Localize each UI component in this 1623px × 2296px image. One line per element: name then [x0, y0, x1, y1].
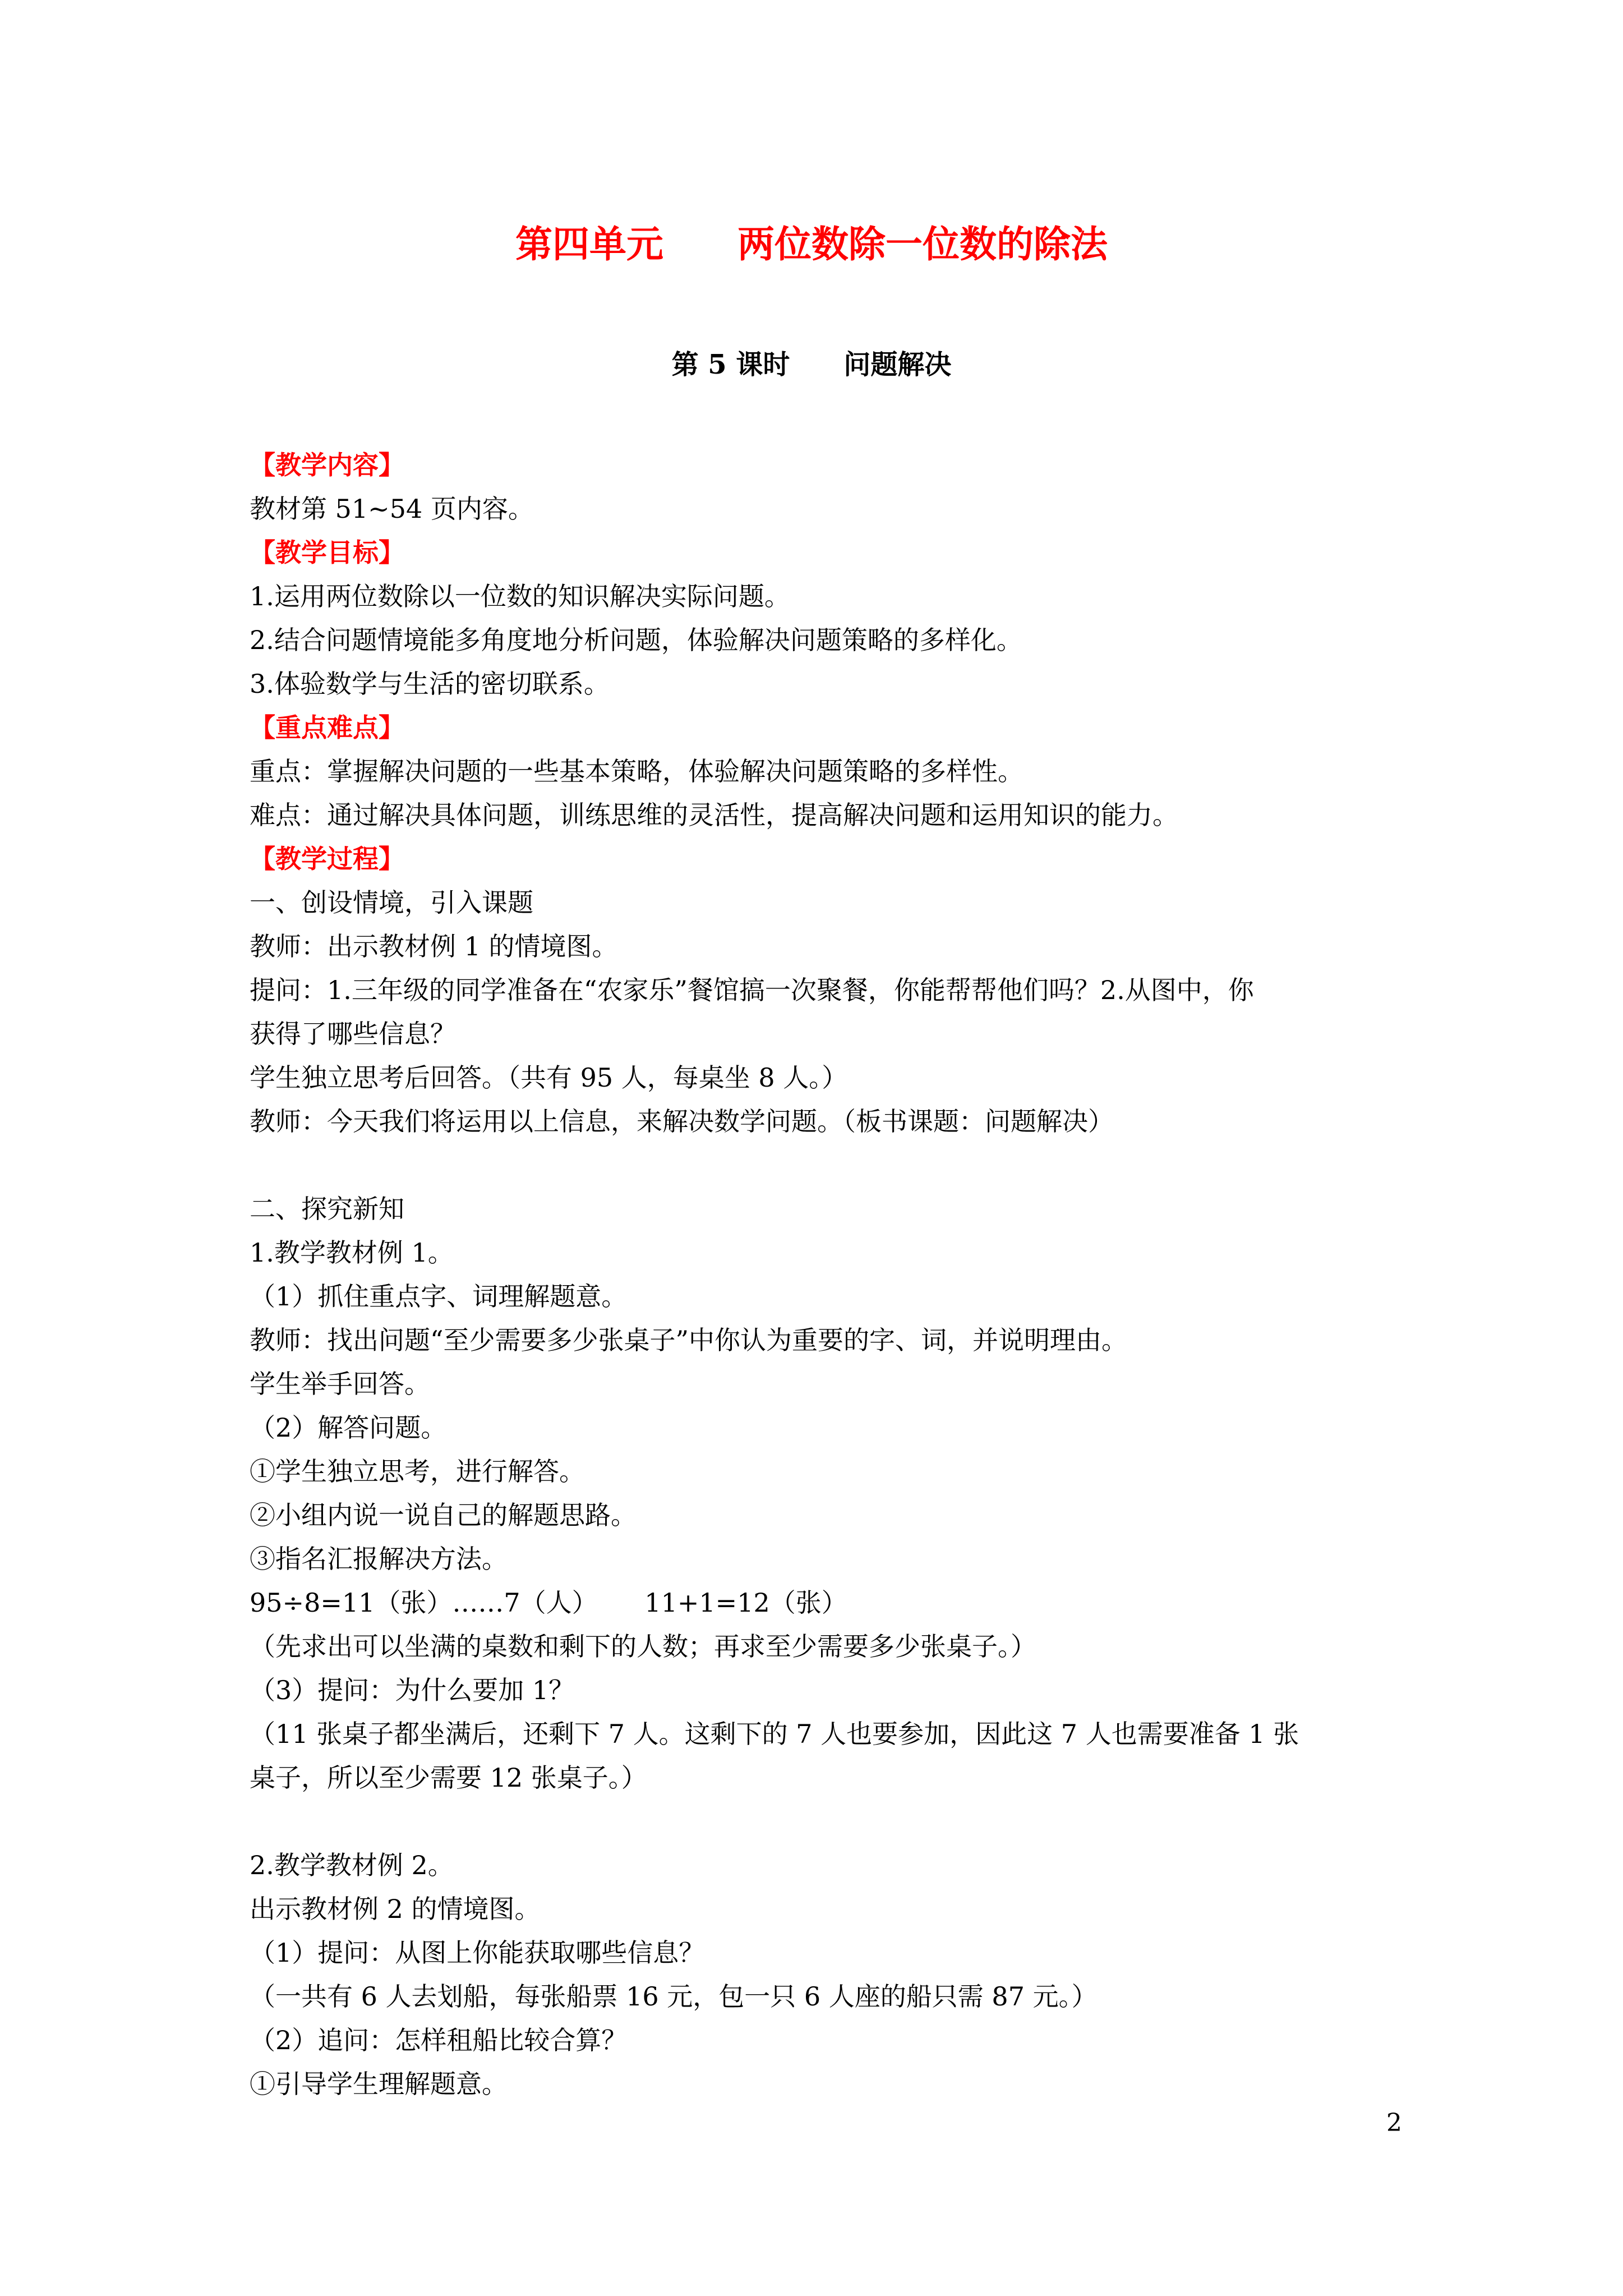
paragraph-line: 学生举手回答。: [250, 1369, 430, 1399]
paragraph-line: 教师：出示教材例 1 的情境图。: [250, 931, 618, 961]
paragraph-line: ①学生独立思考，进行解答。: [250, 1456, 585, 1487]
equation-line: 95÷8=11（张）……7（人） 11+1=12（张）: [250, 1588, 847, 1618]
goal-item: 1.运用两位数除以一位数的知识解决实际问题。: [250, 581, 790, 611]
blank-line: [250, 1143, 1399, 1187]
paragraph-line: ②小组内说一说自己的解题思路。: [250, 1500, 637, 1530]
goal-item: 2.结合问题情境能多角度地分析问题，体验解决问题策略的多样化。: [250, 625, 1022, 655]
paragraph-line: 1.教学教材例 1。: [250, 1237, 454, 1268]
blank-line: [250, 1800, 1399, 1843]
paragraph-line: （2）解答问题。: [250, 1412, 447, 1443]
unit-title: 第四单元 两位数除一位数的除法: [515, 222, 1108, 266]
goal-item: 3.体验数学与生活的密切联系。: [250, 669, 610, 699]
paragraph-line: 获得了哪些信息？: [250, 1019, 456, 1049]
paragraph-line: ①引导学生理解题意。: [250, 2069, 508, 2099]
lesson-title: 第 5 课时 问题解决: [671, 349, 952, 380]
lesson-content: [250, 443, 1399, 2106]
part-title: 二、探究新知: [250, 1194, 404, 1224]
paragraph-line: 学生独立思考后回答。（共有 95 人，每桌坐 8 人。）: [250, 1062, 848, 1093]
section-heading-process: 【教学过程】: [250, 844, 404, 874]
paragraph-line: （先求出可以坐满的桌数和剩下的人数；再求至少需要多少张桌子。）: [250, 1631, 1036, 1662]
section-heading-key-points: 【重点难点】: [250, 712, 404, 743]
paragraph-line: 教师：找出问题“至少需要多少张桌子”中你认为重要的字、词，并说明理由。: [250, 1325, 1128, 1355]
difficult-point: 难点：通过解决具体问题，训练思维的灵活性，提高解决问题和运用知识的能力。: [250, 800, 1178, 830]
paragraph-line: （1）提问：从图上你能获取哪些信息？: [250, 1938, 705, 1968]
part-title: 一、创设情境，引入课题: [250, 887, 533, 918]
paragraph-line: 出示教材例 2 的情境图。: [250, 1894, 541, 1924]
content-text: 教材第 51~54 页内容。: [250, 494, 534, 524]
page-number: 2: [1386, 2109, 1402, 2137]
paragraph-line: （一共有 6 人去划船，每张船票 16 元，包一只 6 人座的船只需 87 元。）: [250, 1981, 1098, 2012]
paragraph-line: （11 张桌子都坐满后，还剩下 7 人。这剩下的 7 人也要参加，因此这 7 人也需要准备 1 张: [250, 1719, 1299, 1749]
paragraph-line: 桌子，所以至少需要 12 张桌子。）: [250, 1763, 647, 1793]
paragraph-line: （3）提问：为什么要加 1？: [250, 1675, 575, 1705]
paragraph-line: 教师：今天我们将运用以上信息，来解决数学问题。（板书课题：问题解决）: [250, 1106, 1114, 1137]
paragraph-line: 提问：1.三年级的同学准备在“农家乐”餐馆搞一次聚餐，你能帮帮他们吗？2.从图中，你: [250, 975, 1254, 1005]
paragraph-line: （1）抓住重点字、词理解题意。: [250, 1281, 628, 1312]
paragraph-line: ③指名汇报解决方法。: [250, 1544, 508, 1574]
section-heading-goals: 【教学目标】: [250, 537, 404, 568]
key-point: 重点：掌握解决问题的一些基本策略，体验解决问题策略的多样性。: [250, 756, 1023, 786]
section-heading-content: 【教学内容】: [250, 450, 404, 480]
paragraph-line: 2.教学教材例 2。: [250, 1850, 454, 1880]
paragraph-line: （2）追问：怎样租船比较合算？: [250, 2025, 628, 2055]
